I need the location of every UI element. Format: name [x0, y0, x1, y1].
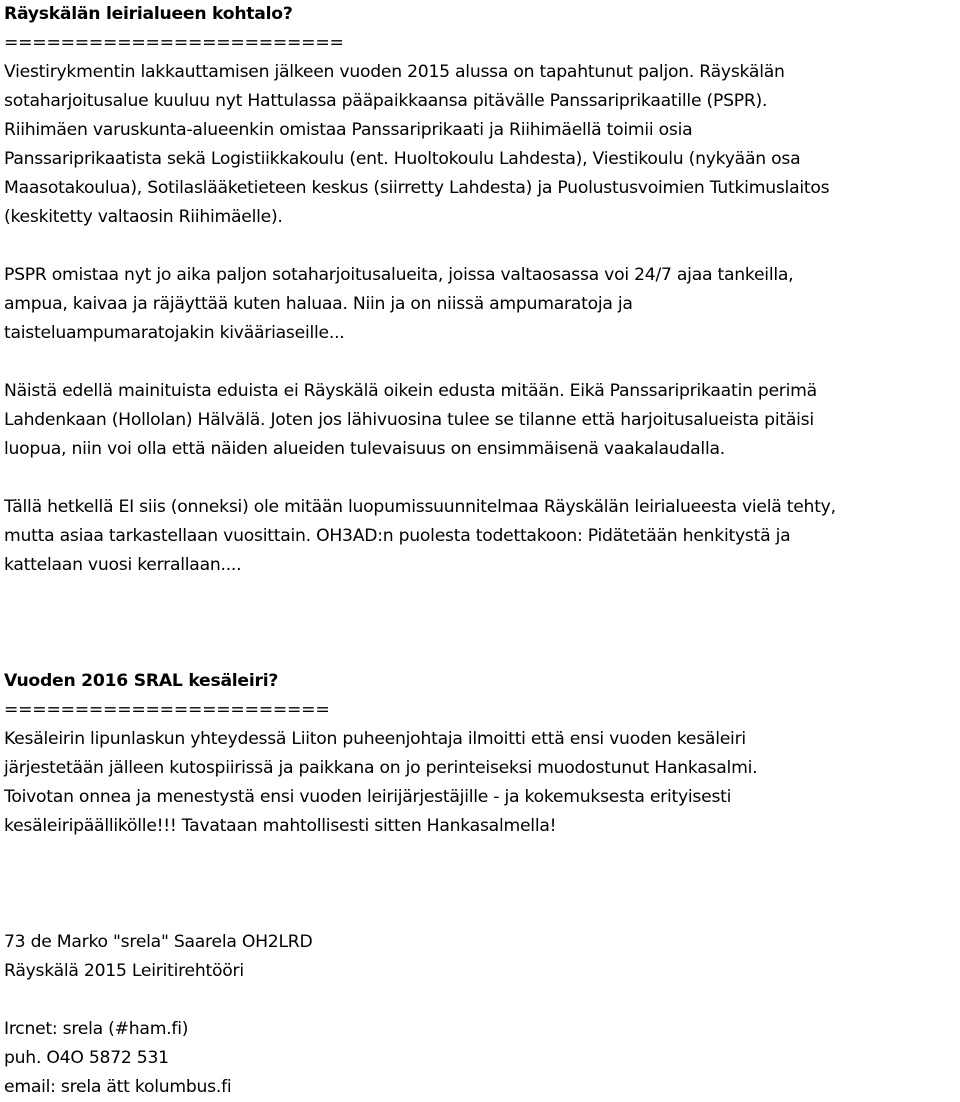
section2-underline: =======================	[4, 700, 330, 720]
text-line: Lahdenkaan (Hollolan) Hälvälä. Joten jos lähivuosina tulee se tilanne että harjoitusalueista pitäisi	[4, 410, 814, 430]
section2-paragraph	[4, 725, 960, 841]
section-gap	[4, 580, 960, 667]
contact-phone: puh. O4O 5872 531	[4, 1048, 169, 1068]
section1-paragraph-2	[4, 261, 960, 348]
section1-paragraph-1	[4, 58, 960, 232]
paragraph-gap	[4, 232, 960, 261]
signature	[4, 928, 960, 986]
text-line: (keskitetty valtaosin Riihimäelle).	[4, 207, 283, 227]
section1-title: Räyskälän leirialueen kohtalo?	[4, 4, 293, 24]
section1-paragraph-3	[4, 377, 960, 464]
paragraph-gap	[4, 348, 960, 377]
text-line: Panssariprikaatista sekä Logistiikkakoulu (ent. Huoltokoulu Lahdesta), Viestikoulu (nykyään osa	[4, 149, 801, 169]
text-line: luopua, niin voi olla että näiden alueiden tulevaisuus on ensimmäisenä vaakalaudalla.	[4, 439, 725, 459]
text-line: taisteluampumaratojakin kivääriaseille...	[4, 323, 345, 343]
text-line: kesäleiripäällikölle!!! Tavataan mahtollisesti sitten Hankasalmella!	[4, 816, 557, 836]
section1-underline: ========================	[4, 33, 344, 53]
contact-info	[4, 1015, 960, 1102]
text-line: Riihimäen varuskunta-alueenkin omistaa Panssariprikaati ja Riihimäellä toimii osia	[4, 120, 693, 140]
paragraph-gap	[4, 464, 960, 493]
text-line: Maasotakoulua), Sotilaslääketieteen keskus (siirretty Lahdesta) ja Puolustusvoimien Tutkimuslaitos	[4, 178, 830, 198]
text-line: Tällä hetkellä EI siis (onneksi) ole mitään luopumissuunnitelmaa Räyskälän leirialueesta vielä tehty,	[4, 497, 836, 517]
paragraph-gap	[4, 986, 960, 1015]
signature-role: Räyskälä 2015 Leiritirehtööri	[4, 961, 244, 981]
text-line: kattelaan vuosi kerrallaan....	[4, 555, 242, 575]
text-line: Näistä edellä mainituista eduista ei Räyskälä oikein edusta mitään. Eikä Panssariprikaatin perimä	[4, 381, 817, 401]
text-line: järjestetään jälleen kutospiirissä ja paikkana on jo perinteiseksi muodostunut Hankasalmi.	[4, 758, 758, 778]
section-gap	[4, 841, 960, 928]
text-line: mutta asiaa tarkastellaan vuosittain. OH3AD:n puolesta todettakoon: Pidätetään henkitystä ja	[4, 526, 791, 546]
text-line: sotaharjoitusalue kuuluu nyt Hattulassa pääpaikkaansa pitävälle Panssariprikaatille (PSPR).	[4, 91, 768, 111]
section1-paragraph-4	[4, 493, 960, 580]
text-line: Kesäleirin lipunlaskun yhteydessä Liiton puheenjohtaja ilmoitti että ensi vuoden kesäleiri	[4, 729, 746, 749]
contact-ircnet: Ircnet: srela (#ham.fi)	[4, 1019, 189, 1039]
contact-email: email: srela ätt kolumbus.fi	[4, 1077, 232, 1097]
signature-name: 73 de Marko "srela" Saarela OH2LRD	[4, 932, 313, 952]
section2-title: Vuoden 2016 SRAL kesäleiri?	[4, 671, 279, 691]
text-line: ampua, kaivaa ja räjäyttää kuten haluaa. Niin ja on niissä ampumaratoja ja	[4, 294, 633, 314]
text-line: Viestirykmentin lakkauttamisen jälkeen vuoden 2015 alussa on tapahtunut paljon. Räyskälän	[4, 62, 785, 82]
text-line: PSPR omistaa nyt jo aika paljon sotaharjoitusalueita, joissa valtaosassa voi 24/7 ajaa tankeilla,	[4, 265, 794, 285]
text-line: Toivotan onnea ja menestystä ensi vuoden leirijärjestäjille - ja kokemuksesta erityisesti	[4, 787, 732, 807]
